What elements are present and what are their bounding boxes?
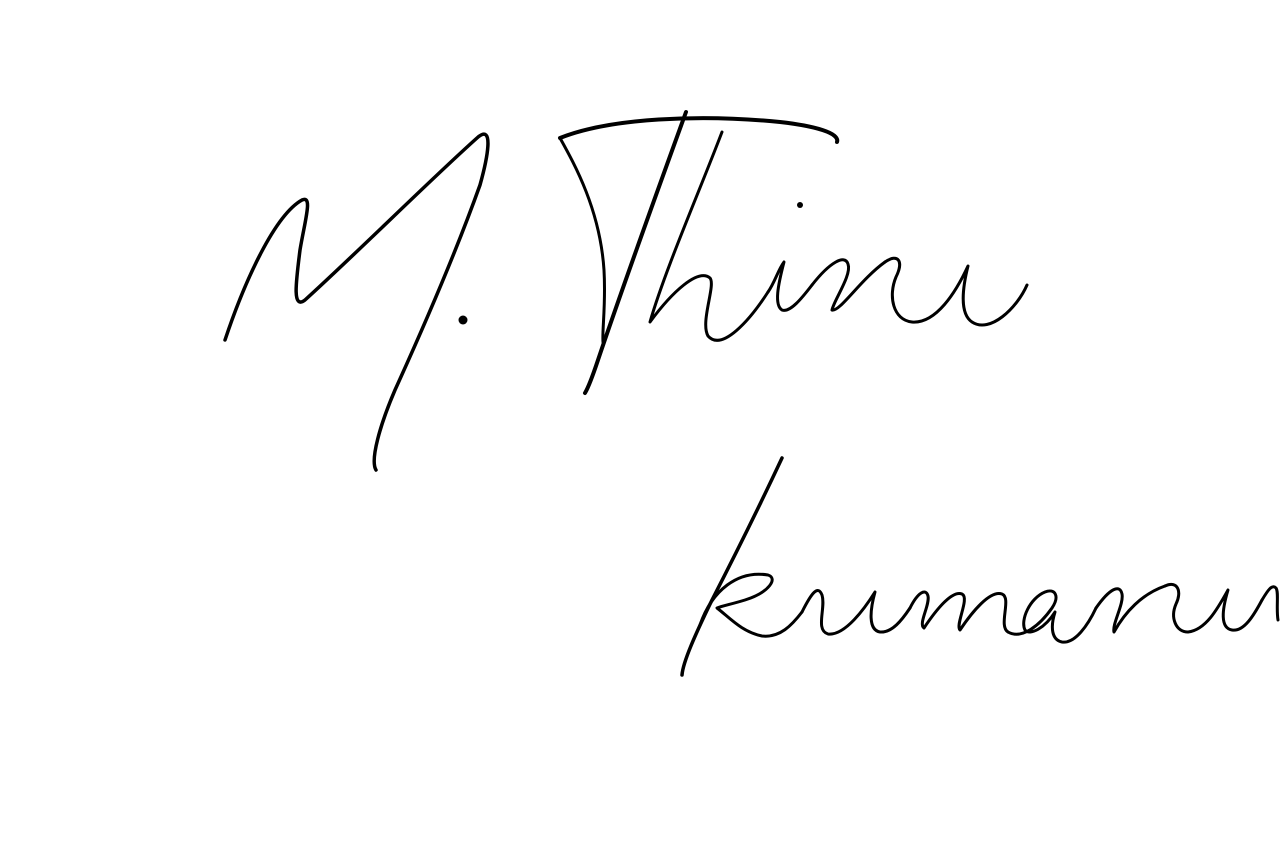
- signature-letter-t-loop: [560, 138, 605, 342]
- signature-letter-n: [1262, 587, 1278, 620]
- signature-dot: [459, 316, 468, 325]
- signature-letter-a: [1008, 591, 1096, 642]
- signature-letter-u: [885, 258, 1027, 325]
- signature-letter-k-arms: [700, 574, 802, 636]
- signature-letter-r2: [1096, 586, 1165, 632]
- signature-letter-u2: [802, 590, 910, 634]
- signature-letter-k-stem: [682, 458, 782, 675]
- signature-letter-i: [768, 262, 812, 310]
- signature-letter-a2: [1165, 584, 1262, 632]
- signature-i-dot: [797, 202, 803, 208]
- signature-letter-t-top: [560, 118, 837, 142]
- signature-letter-t-stem: [585, 112, 686, 393]
- signature-line-2: [682, 458, 1278, 675]
- signature-letter-r: [812, 260, 885, 310]
- signature-letter-m: [225, 134, 488, 470]
- signature-line-1: [225, 112, 1027, 470]
- signature-letter-m2: [910, 592, 1008, 632]
